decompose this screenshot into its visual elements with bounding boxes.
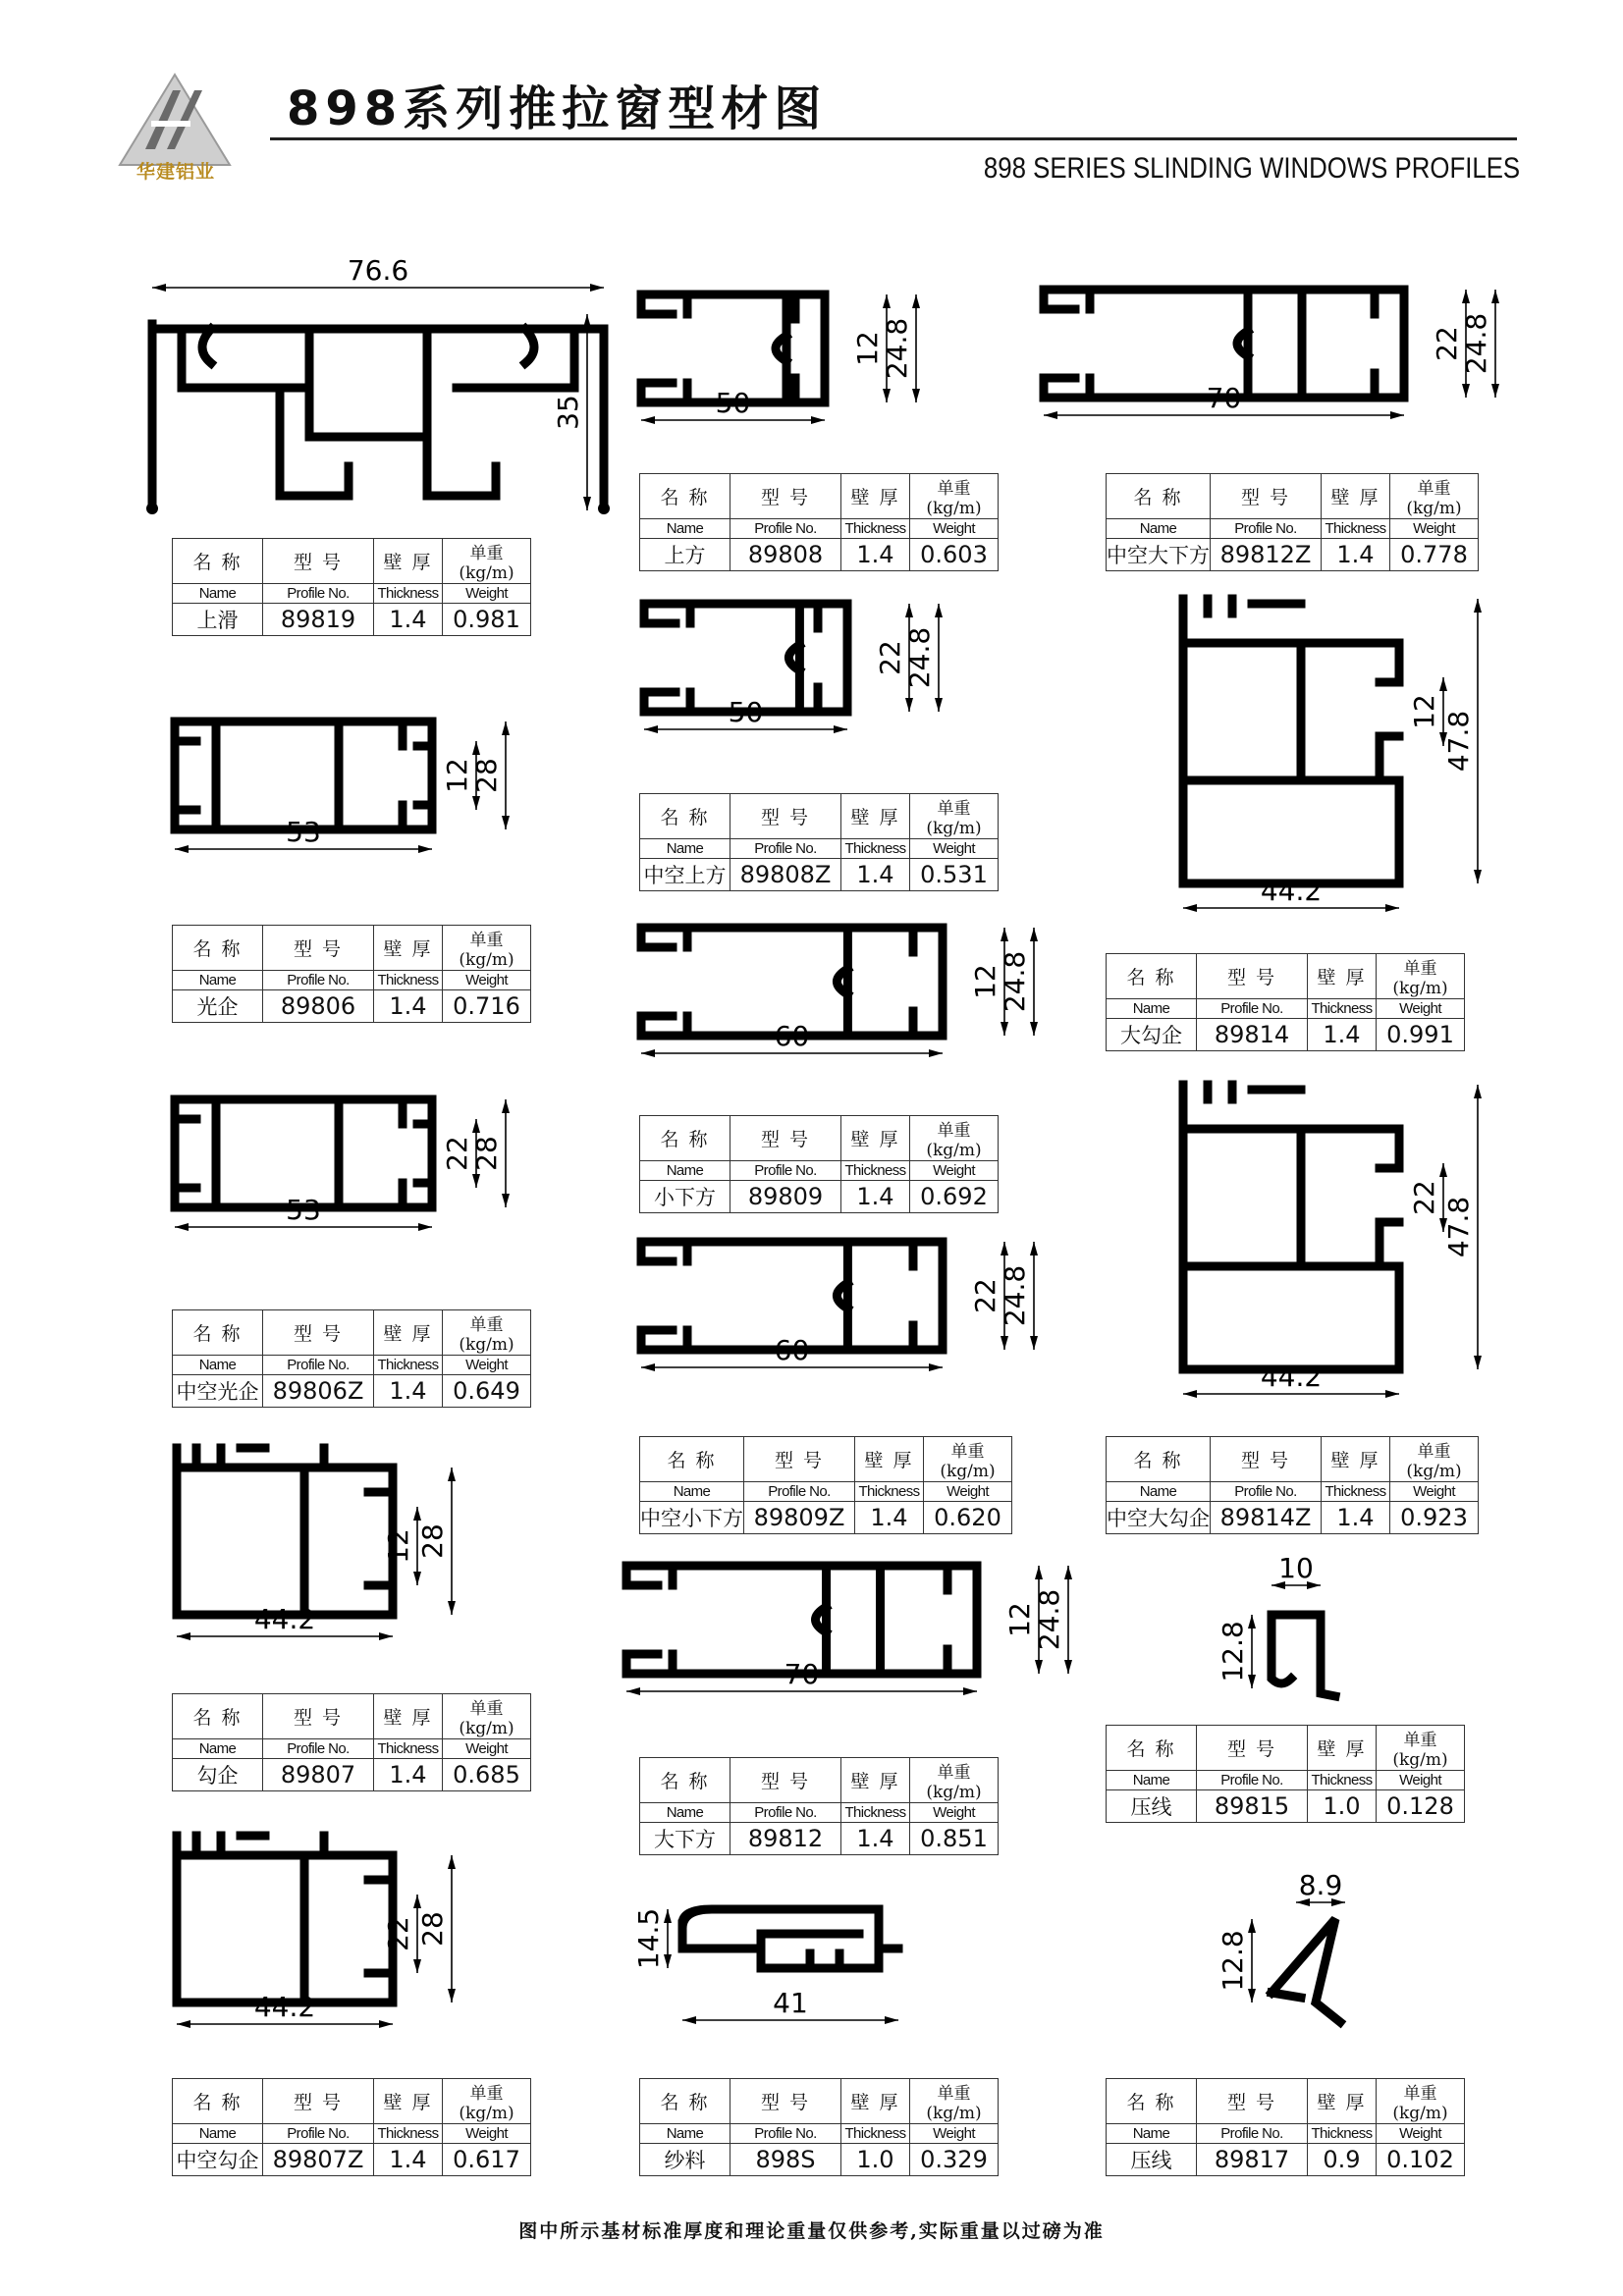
- header-thickness-cn: 壁 厚: [1308, 2079, 1377, 2124]
- profile-number: 89807Z: [263, 2144, 374, 2176]
- wall-thickness: 1.4: [374, 990, 443, 1023]
- unit-weight: 0.128: [1377, 1790, 1465, 1823]
- header-thickness-en: Thickness: [374, 1356, 443, 1375]
- wall-thickness: 1.0: [841, 2144, 910, 2176]
- header-profile-en: Profile No.: [1211, 519, 1322, 539]
- header-profile-en: Profile No.: [730, 1161, 841, 1181]
- header-name-cn: 名 称: [1107, 2079, 1197, 2124]
- dimension-label: 24.8: [881, 317, 913, 380]
- profile-drawing: [619, 1546, 1080, 1742]
- dimension-label: 22: [382, 1916, 414, 1951]
- unit-weight: 0.851: [910, 1823, 999, 1855]
- header-weight-cn: 单重(kg/m): [910, 1758, 999, 1803]
- header-profile-cn: 型 号: [263, 539, 374, 584]
- profile-drawing: [1036, 270, 1507, 427]
- profile-drawing: [133, 254, 623, 525]
- header-thickness-cn: 壁 厚: [841, 794, 910, 839]
- header-profile-cn: 型 号: [730, 474, 841, 519]
- wall-thickness: 0.9: [1308, 2144, 1377, 2176]
- header-profile-cn: 型 号: [744, 1437, 855, 1482]
- title-divider: [270, 137, 1517, 140]
- dimension-label: 22: [874, 640, 906, 675]
- header-thickness-cn: 壁 厚: [841, 1116, 910, 1161]
- dimension-label: 44.2: [253, 1603, 316, 1635]
- header-name-cn: 名 称: [1107, 1726, 1197, 1771]
- header-thickness-cn: 壁 厚: [841, 474, 910, 519]
- header-weight-en: Weight: [1377, 999, 1465, 1019]
- profile-number: 89814: [1197, 1019, 1308, 1051]
- profile-number: 89812: [730, 1823, 841, 1855]
- dimension-label: 12.8: [1217, 1930, 1249, 1992]
- header-name-en: Name: [640, 839, 730, 859]
- dimension-label: 47.8: [1442, 1196, 1475, 1258]
- dimension-label: 12: [1003, 1602, 1036, 1637]
- page-subtitle: 898 SERIES SLINDING WINDOWS PROFILES: [983, 152, 1520, 185]
- dimension-label: 22: [969, 1278, 1001, 1313]
- header-weight-cn: 单重(kg/m): [910, 794, 999, 839]
- wall-thickness: 1.4: [1308, 1019, 1377, 1051]
- header-weight-cn: 单重(kg/m): [1390, 474, 1479, 519]
- profile-spec-table: [1106, 1436, 1479, 1534]
- header-profile-en: Profile No.: [263, 1739, 374, 1759]
- unit-weight: 0.923: [1390, 1502, 1479, 1534]
- header-weight-cn: 单重(kg/m): [910, 474, 999, 519]
- header-weight-cn: 单重(kg/m): [443, 1310, 531, 1356]
- dimension-label: 44.2: [1260, 875, 1323, 907]
- dimension-label: 70: [784, 1658, 820, 1690]
- header-profile-cn: 型 号: [263, 2079, 374, 2124]
- header-profile-cn: 型 号: [730, 794, 841, 839]
- header-name-cn: 名 称: [1107, 474, 1211, 519]
- profile-drawing: [1163, 1075, 1497, 1414]
- dimension-label: 8.9: [1298, 1869, 1343, 1901]
- header-weight-en: Weight: [443, 584, 531, 604]
- header-thickness-en: Thickness: [374, 971, 443, 990]
- profile-drawing: [167, 1826, 491, 2037]
- header-thickness-en: Thickness: [1308, 999, 1377, 1019]
- dimension-label: 60: [774, 1334, 810, 1366]
- profile-name: 中空大勾企: [1107, 1502, 1211, 1534]
- header-name-cn: 名 称: [640, 474, 730, 519]
- header-thickness-cn: 壁 厚: [374, 1694, 443, 1739]
- profile-drawing: [1203, 1869, 1399, 2042]
- header-profile-en: Profile No.: [730, 2124, 841, 2144]
- header-weight-en: Weight: [1377, 2124, 1465, 2144]
- profile-spec-table: [1106, 473, 1479, 571]
- header-weight-en: Weight: [443, 1739, 531, 1759]
- profile-spec-table: [639, 473, 999, 571]
- profile-name: 大下方: [640, 1823, 730, 1855]
- profile-spec-table: [172, 925, 531, 1023]
- header-thickness-cn: 壁 厚: [1308, 954, 1377, 999]
- page-title: 898系列推拉窗型材图: [287, 81, 828, 136]
- dimension-label: 60: [774, 1020, 810, 1052]
- header-profile-cn: 型 号: [730, 1116, 841, 1161]
- header-thickness-en: Thickness: [374, 1739, 443, 1759]
- profile-name: 纱料: [640, 2144, 730, 2176]
- dimension-label: 28: [470, 758, 503, 793]
- header-name-en: Name: [1107, 1771, 1197, 1790]
- profile-drawing: [633, 275, 928, 432]
- dimension-label: 53: [286, 1194, 321, 1226]
- header-weight-cn: 单重(kg/m): [1377, 1726, 1465, 1771]
- profile-spec-table: [172, 1693, 531, 1791]
- wall-thickness: 1.4: [841, 859, 910, 891]
- profile-number: 89806Z: [263, 1375, 374, 1408]
- header-profile-cn: 型 号: [730, 1758, 841, 1803]
- header-weight-cn: 单重(kg/m): [443, 2079, 531, 2124]
- dimension-label: 22: [1408, 1180, 1440, 1215]
- dimension-label: 12.8: [1217, 1621, 1249, 1682]
- dimension-label: 14.5: [632, 1907, 665, 1970]
- header-thickness-en: Thickness: [1322, 1482, 1390, 1502]
- header-thickness-cn: 壁 厚: [855, 1437, 924, 1482]
- profile-number: 89808: [730, 539, 841, 571]
- profile-name: 光企: [173, 990, 263, 1023]
- wall-thickness: 1.4: [374, 604, 443, 636]
- header-profile-en: Profile No.: [730, 519, 841, 539]
- profile-number: 89809: [730, 1181, 841, 1213]
- header-name-cn: 名 称: [640, 1758, 730, 1803]
- header-profile-en: Profile No.: [263, 584, 374, 604]
- unit-weight: 0.329: [910, 2144, 999, 2176]
- unit-weight: 0.692: [910, 1181, 999, 1213]
- header-weight-en: Weight: [924, 1482, 1012, 1502]
- profile-spec-table: [639, 793, 999, 891]
- header-weight-cn: 单重(kg/m): [1390, 1437, 1479, 1482]
- header-thickness-en: Thickness: [841, 839, 910, 859]
- wall-thickness: 1.4: [855, 1502, 924, 1534]
- header-name-en: Name: [173, 584, 263, 604]
- header-profile-en: Profile No.: [1197, 999, 1308, 1019]
- header-thickness-cn: 壁 厚: [1308, 1726, 1377, 1771]
- header-name-en: Name: [1107, 1482, 1211, 1502]
- header-weight-cn: 单重(kg/m): [924, 1437, 1012, 1482]
- wall-thickness: 1.0: [1308, 1790, 1377, 1823]
- profile-drawing: [167, 702, 540, 893]
- unit-weight: 0.531: [910, 859, 999, 891]
- header-weight-en: Weight: [443, 971, 531, 990]
- dimension-label: 10: [1278, 1552, 1314, 1584]
- wall-thickness: 1.4: [374, 1759, 443, 1791]
- header-weight-cn: 单重(kg/m): [910, 1116, 999, 1161]
- header-name-en: Name: [173, 2124, 263, 2144]
- header-name-cn: 名 称: [173, 926, 263, 971]
- wall-thickness: 1.4: [374, 1375, 443, 1408]
- header-weight-en: Weight: [910, 519, 999, 539]
- dimension-label: 50: [728, 696, 764, 728]
- header-thickness-cn: 壁 厚: [1322, 1437, 1390, 1482]
- header-profile-en: Profile No.: [744, 1482, 855, 1502]
- profile-drawing: [167, 1438, 491, 1649]
- header-weight-en: Weight: [443, 2124, 531, 2144]
- profile-name: 小下方: [640, 1181, 730, 1213]
- unit-weight: 0.981: [443, 604, 531, 636]
- profile-drawing: [633, 908, 1046, 1070]
- header-profile-en: Profile No.: [1197, 2124, 1308, 2144]
- header-thickness-en: Thickness: [841, 2124, 910, 2144]
- header-profile-cn: 型 号: [1211, 474, 1322, 519]
- dimension-label: 24.8: [903, 626, 936, 689]
- profile-name: 中空小下方: [640, 1502, 744, 1534]
- header-name-en: Name: [640, 519, 730, 539]
- dimension-label: 70: [1206, 382, 1242, 414]
- header-name-cn: 名 称: [1107, 1437, 1211, 1482]
- header-name-cn: 名 称: [173, 539, 263, 584]
- header-name-en: Name: [1107, 999, 1197, 1019]
- unit-weight: 0.617: [443, 2144, 531, 2176]
- header-name-en: Name: [1107, 519, 1211, 539]
- header-weight-cn: 单重(kg/m): [1377, 954, 1465, 999]
- dimension-label: 44.2: [1260, 1361, 1323, 1393]
- header-weight-en: Weight: [1377, 1771, 1465, 1790]
- dimension-label: 12: [851, 331, 884, 366]
- header-name-cn: 名 称: [640, 1116, 730, 1161]
- dimension-label: 50: [715, 387, 751, 419]
- header-name-cn: 名 称: [173, 1310, 263, 1356]
- logo-text: 华建铝业: [135, 161, 215, 183]
- dimension-label: 12: [969, 964, 1001, 999]
- unit-weight: 0.649: [443, 1375, 531, 1408]
- header-profile-cn: 型 号: [263, 1694, 374, 1739]
- header-profile-en: Profile No.: [1197, 1771, 1308, 1790]
- wall-thickness: 1.4: [1322, 1502, 1390, 1534]
- dimension-label: 76.6: [347, 254, 409, 287]
- header-thickness-en: Thickness: [1322, 519, 1390, 539]
- dimension-label: 44.2: [253, 1991, 316, 2023]
- unit-weight: 0.102: [1377, 2144, 1465, 2176]
- dimension-label: 35: [552, 395, 584, 430]
- header-profile-en: Profile No.: [1211, 1482, 1322, 1502]
- profile-spec-table: [172, 1309, 531, 1408]
- profile-drawing: [1163, 589, 1497, 928]
- profile-number: 89806: [263, 990, 374, 1023]
- profile-name: 中空光企: [173, 1375, 263, 1408]
- profile-name: 上方: [640, 539, 730, 571]
- profile-number: 898S: [730, 2144, 841, 2176]
- header-thickness-en: Thickness: [1308, 2124, 1377, 2144]
- profile-spec-table: [1106, 953, 1465, 1051]
- header-weight-en: Weight: [1390, 1482, 1479, 1502]
- profile-drawing: [632, 1895, 947, 2056]
- unit-weight: 0.778: [1390, 539, 1479, 571]
- header-weight-en: Weight: [1390, 519, 1479, 539]
- profile-name: 压线: [1107, 1790, 1197, 1823]
- wall-thickness: 1.4: [841, 1181, 910, 1213]
- profile-drawing: [1203, 1552, 1399, 1708]
- unit-weight: 0.716: [443, 990, 531, 1023]
- header-name-cn: 名 称: [640, 2079, 730, 2124]
- header-thickness-cn: 壁 厚: [374, 1310, 443, 1356]
- profile-spec-table: [1106, 2078, 1465, 2176]
- header-name-cn: 名 称: [640, 1437, 744, 1482]
- header-profile-cn: 型 号: [1211, 1437, 1322, 1482]
- profile-name: 压线: [1107, 2144, 1197, 2176]
- profile-name: 上滑: [173, 604, 263, 636]
- dimension-label: 24.8: [999, 950, 1031, 1013]
- dimension-label: 24.8: [1033, 1588, 1065, 1651]
- profile-number: 89819: [263, 604, 374, 636]
- header-name-en: Name: [640, 1161, 730, 1181]
- dimension-label: 28: [416, 1523, 449, 1559]
- header-profile-en: Profile No.: [730, 839, 841, 859]
- unit-weight: 0.603: [910, 539, 999, 571]
- header-thickness-en: Thickness: [841, 1803, 910, 1823]
- profile-spec-table: [172, 538, 531, 636]
- profile-number: 89809Z: [744, 1502, 855, 1534]
- dimension-label: 24.8: [1460, 312, 1492, 375]
- dimension-label: 24.8: [999, 1264, 1031, 1327]
- header-profile-cn: 型 号: [730, 2079, 841, 2124]
- header-name-cn: 名 称: [173, 2079, 263, 2124]
- header-name-cn: 名 称: [1107, 954, 1197, 999]
- header-weight-cn: 单重(kg/m): [1377, 2079, 1465, 2124]
- wall-thickness: 1.4: [374, 2144, 443, 2176]
- profile-name: 勾企: [173, 1759, 263, 1791]
- header-profile-en: Profile No.: [263, 2124, 374, 2144]
- profile-spec-table: [639, 2078, 999, 2176]
- header-profile-cn: 型 号: [1197, 954, 1308, 999]
- dimension-label: 12: [382, 1528, 414, 1564]
- wall-thickness: 1.4: [841, 1823, 910, 1855]
- profile-drawing: [636, 584, 950, 761]
- profile-spec-table: [639, 1757, 999, 1855]
- dimension-label: 28: [416, 1911, 449, 1947]
- dimension-label: 22: [1431, 326, 1463, 361]
- profile-number: 89814Z: [1211, 1502, 1322, 1534]
- header-weight-cn: 单重(kg/m): [443, 926, 531, 971]
- dimension-label: 12: [441, 758, 473, 793]
- header-name-en: Name: [173, 971, 263, 990]
- header-thickness-en: Thickness: [841, 519, 910, 539]
- header-weight-en: Weight: [910, 2124, 999, 2144]
- wall-thickness: 1.4: [841, 539, 910, 571]
- unit-weight: 0.620: [924, 1502, 1012, 1534]
- profile-number: 89807: [263, 1759, 374, 1791]
- header-weight-en: Weight: [910, 1803, 999, 1823]
- profile-number: 89808Z: [730, 859, 841, 891]
- dimension-label: 41: [773, 1987, 808, 2019]
- header-thickness-en: Thickness: [855, 1482, 924, 1502]
- header-thickness-en: Thickness: [841, 1161, 910, 1181]
- header-weight-en: Weight: [443, 1356, 531, 1375]
- dimension-label: 22: [441, 1136, 473, 1171]
- footnote: 图中所示基材标准厚度和理论重量仅供参考,实际重量以过磅为准: [518, 2220, 1105, 2242]
- profile-name: 中空勾企: [173, 2144, 263, 2176]
- header-weight-en: Weight: [910, 839, 999, 859]
- header-weight-en: Weight: [910, 1161, 999, 1181]
- header-thickness-en: Thickness: [374, 584, 443, 604]
- header-profile-en: Profile No.: [730, 1803, 841, 1823]
- header-thickness-cn: 壁 厚: [374, 2079, 443, 2124]
- header-weight-cn: 单重(kg/m): [443, 539, 531, 584]
- profile-drawing: [633, 1222, 1046, 1404]
- header-weight-cn: 单重(kg/m): [910, 2079, 999, 2124]
- header-name-cn: 名 称: [640, 794, 730, 839]
- header-name-en: Name: [1107, 2124, 1197, 2144]
- dimension-label: 53: [286, 816, 321, 848]
- header-name-en: Name: [640, 2124, 730, 2144]
- header-thickness-en: Thickness: [1308, 1771, 1377, 1790]
- profile-number: 89817: [1197, 2144, 1308, 2176]
- header-thickness-cn: 壁 厚: [841, 2079, 910, 2124]
- profile-spec-table: [639, 1436, 1012, 1534]
- header-profile-cn: 型 号: [263, 926, 374, 971]
- header-weight-cn: 单重(kg/m): [443, 1694, 531, 1739]
- header-thickness-cn: 壁 厚: [1322, 474, 1390, 519]
- profile-number: 89812Z: [1211, 539, 1322, 571]
- profile-spec-table: [1106, 1725, 1465, 1823]
- profile-spec-table: [172, 2078, 531, 2176]
- profile-number: 89815: [1197, 1790, 1308, 1823]
- unit-weight: 0.685: [443, 1759, 531, 1791]
- header-name-cn: 名 称: [173, 1694, 263, 1739]
- header-thickness-cn: 壁 厚: [374, 539, 443, 584]
- wall-thickness: 1.4: [1322, 539, 1390, 571]
- profile-drawing: [167, 1080, 540, 1271]
- header-name-en: Name: [640, 1803, 730, 1823]
- unit-weight: 0.991: [1377, 1019, 1465, 1051]
- header-name-en: Name: [640, 1482, 744, 1502]
- dimension-label: 28: [470, 1136, 503, 1171]
- dimension-label: 12: [1408, 694, 1440, 729]
- header-profile-cn: 型 号: [263, 1310, 374, 1356]
- header-profile-cn: 型 号: [1197, 1726, 1308, 1771]
- header-profile-en: Profile No.: [263, 1356, 374, 1375]
- header-thickness-cn: 壁 厚: [374, 926, 443, 971]
- header-thickness-cn: 壁 厚: [841, 1758, 910, 1803]
- profile-name: 大勾企: [1107, 1019, 1197, 1051]
- header-profile-en: Profile No.: [263, 971, 374, 990]
- header-name-en: Name: [173, 1356, 263, 1375]
- dimension-label: 47.8: [1442, 710, 1475, 773]
- profile-spec-table: [639, 1115, 999, 1213]
- profile-name: 中空上方: [640, 859, 730, 891]
- header-name-en: Name: [173, 1739, 263, 1759]
- profile-name: 中空大下方: [1107, 539, 1211, 571]
- header-thickness-en: Thickness: [374, 2124, 443, 2144]
- header-profile-cn: 型 号: [1197, 2079, 1308, 2124]
